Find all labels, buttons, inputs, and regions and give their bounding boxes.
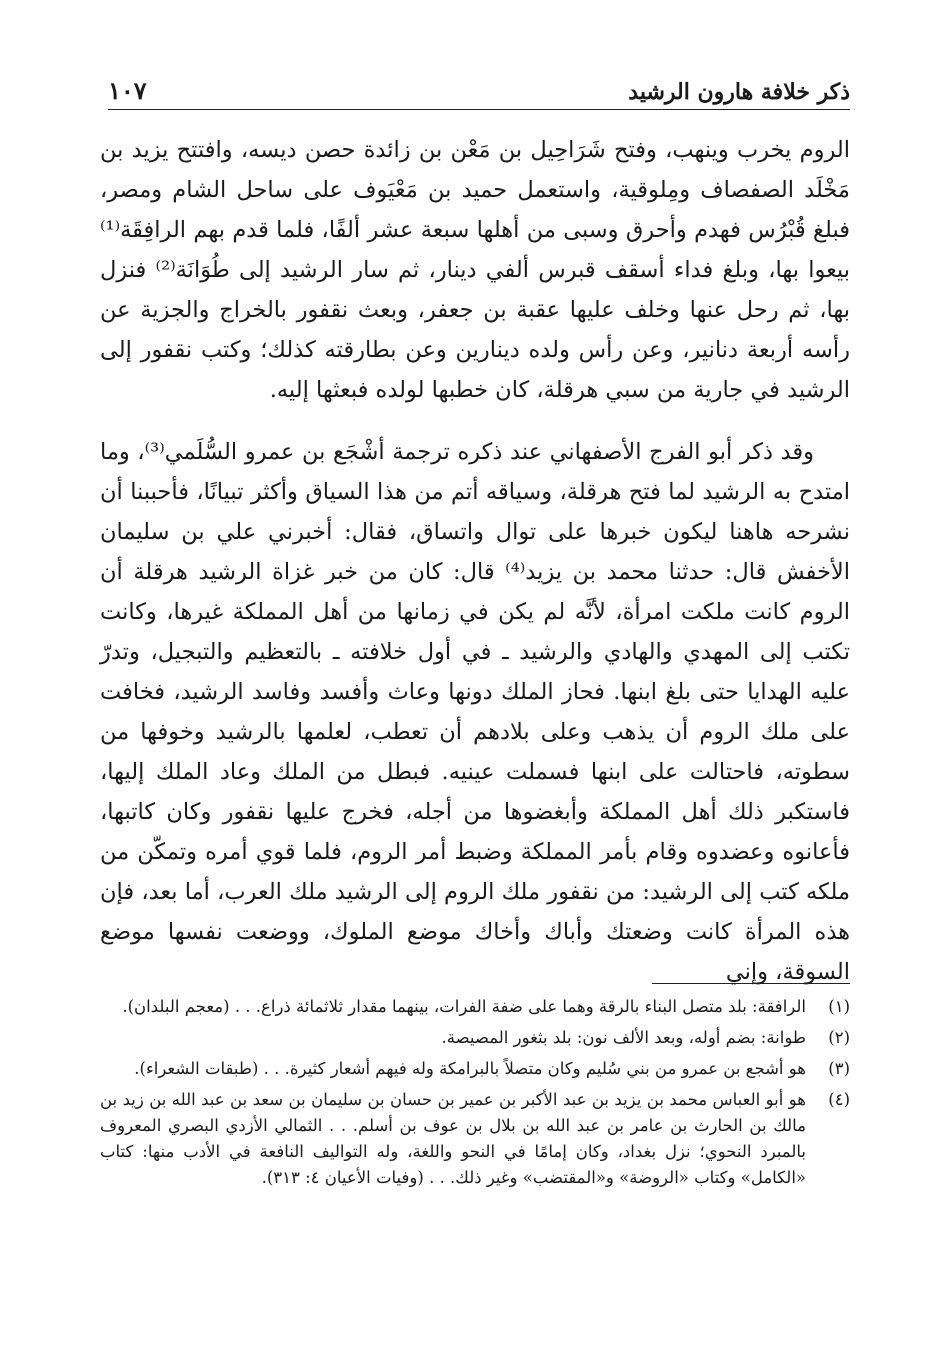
footnote-marker: (٤) — [828, 1090, 850, 1109]
footnote-marker: (٢) — [828, 1028, 850, 1047]
main-text — [100, 130, 850, 992]
running-title: ذكر خلافة هارون الرشيد — [628, 79, 850, 105]
footnote-marker: (٣) — [828, 1059, 850, 1078]
paragraph: وقد ذكر أبو الفرج الأصفهاني عند ذكره ترجمة أشْجَع بن عمرو السُّلَمي⁽³⁾، وما امتدح به الرشيد لما فتح هرقلة، وسياقه أتم من هذا السياق وأكثر تبيانًا، فأحببنا أن نشرحه هاهنا ليكون خبرها على توال واتساق، فقال: أخبرني علي بن سليمان الأخفش قال: حدثنا محمد بن يزيد⁽⁴⁾ قال: كان من خبر غزاة الرشيد هرقلة أن الروم كانت ملكت امرأة، لأنَّه لم يكن في زمانها من أهل المملكة غيرها، وكانت تكتب إلى المهدي والهادي والرشيد ـ في أول خلافته ـ بالتعظيم والتبجيل، وتدرّ عليه الهدايا حتى بلغ ابنها. فحاز الملك دونها وعاث وأفسد وفاسد الرشيد، فخافت على ملك الروم أن يذهب وعلى بلادهم أن تعطب، لعلمها بالرشيد وخوفها من سطوته، فاحتالت على ابنها فسملت عينيه. فبطل من الملك وعاد الملك إليها، فاستكبر ذلك أهل المملكة وأبغضوها من أجله، فخرج عليها نقفور وكان كاتبها، فأعانوه وعضدوه وقام بأمر المملكة وضبط أمر الروم، فلما قوي أمره وتمكّن من ملكه كتب إلى الرشيد: من نقفور ملك الروم إلى الرشيد ملك العرب، أما بعد، فإن هذه المرأة كانت وضعتك وأباك وأخاك موضع الملوك، ووضعت نفسها موضع السوقة، وإني — [100, 439, 850, 985]
footnote-text: طوانة: بضم أوله، وبعد الألف نون: بلد بثغور المصيصة. — [441, 1028, 806, 1047]
footnote-text: هو أشجع بن عمرو من بني سُليم وكان متصلاً بالبرامكة وله فيهم أشعار كثيرة. . . (طبقات الشعراء). — [134, 1059, 806, 1078]
footnote — [100, 1025, 850, 1051]
page-header — [108, 70, 850, 110]
footnote — [100, 994, 850, 1020]
footnotes — [100, 994, 850, 1196]
footnote — [100, 1056, 850, 1082]
footnote-text: هو أبو العباس محمد بن يزيد بن عبد الأكبر بن عمير بن حسان بن سليمان بن سعد بن عبد الله بن زيد بن مالك بن الحارث بن عامر بن عبد الله بن بلال بن عوف بن أسلم. . . الثمالي الأزدي البصري المعروف بالمبرد النحوي؛ نزل بغداد، وكان إمامًا في النحو واللغة، وله التواليف النافعة في الأدب منها: كتاب «الكامل» وكتاب «الروضة» و«المقتضب» وغير ذلك. . . (وفيات الأعيان ٤: ٣١٣). — [100, 1090, 806, 1187]
footnote — [100, 1087, 850, 1191]
page-number: ١٠٧ — [108, 76, 147, 105]
paragraph: الروم يخرب وينهب، وفتح شَرَاحِيل بن مَعْن بن زائدة حصن ديسه، وافتتح يزيد بن مَخْلَد الصفصاف ومِلوقية، واستعمل حميد بن مَعْيَوف على ساحل الشام ومصر، فبلغ قُبْرُس فهدم وأحرق وسبى من أهلها سبعة عشر ألفًا، فلما قدم بهم الرافِقَة⁽¹⁾ بيعوا بها، وبلغ فداء أسقف قبرس ألفي دينار، ثم سار الرشيد إلى طُوَانَة⁽²⁾ فنزل بها، ثم رحل عنها وخلف عليها عقبة بن جعفر، وبعث نقفور بالخراج والجزية عن رأسه أربعة دنانير، وعن رأس ولده دينارين وعن بطارقته كذلك؛ وكتب نقفور إلى الرشيد في جارية من سبي هرقلة، كان خطبها لولده فبعثها إليه. — [100, 137, 850, 403]
footnote-marker: (١) — [828, 997, 850, 1016]
footnote-text: الرافقة: بلد متصل البناء بالرقة وهما على ضفة الفرات، بينهما مقدار ثلاثمائة ذراع. . . (معجم البلدان). — [122, 997, 806, 1016]
footnote-separator — [652, 983, 850, 984]
